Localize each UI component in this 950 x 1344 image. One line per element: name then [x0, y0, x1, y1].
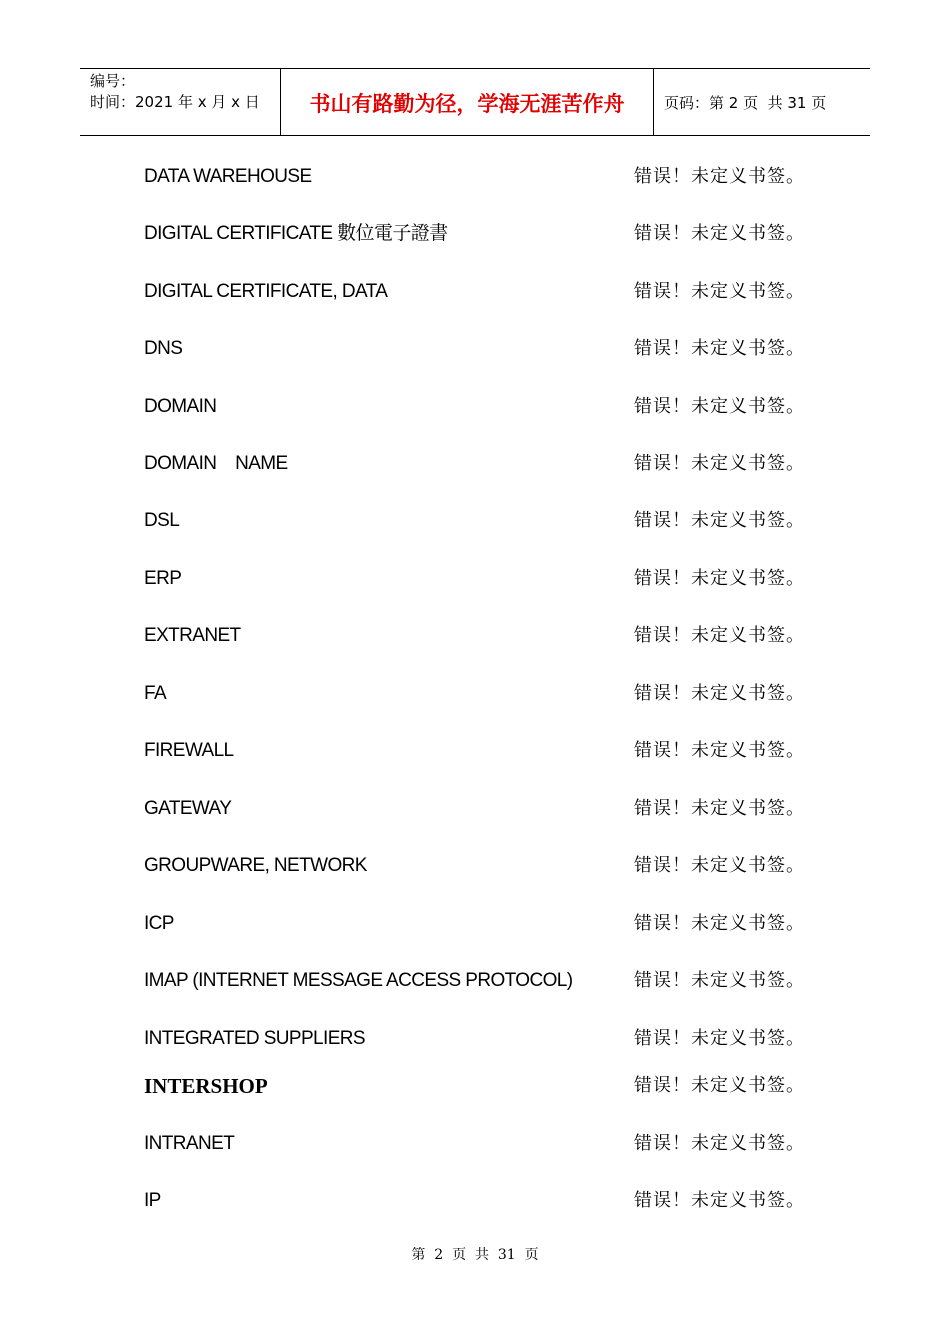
- index-entry: [0, 219, 950, 249]
- entry-term: GATEWAY: [144, 798, 232, 819]
- entry-page-ref[interactable]: 错误！未定义书签。: [634, 510, 805, 531]
- entry-term: GROUPWARE, NETWORK: [144, 855, 367, 876]
- entry-page-ref[interactable]: 错误！未定义书签。: [634, 855, 805, 876]
- entry-page-ref[interactable]: 错误！未定义书签。: [634, 740, 805, 761]
- header-page-info: 页码：第 2 页 共 31 页: [664, 93, 827, 112]
- entry-term: DNS: [144, 338, 183, 359]
- entry-page-ref[interactable]: 错误！未定义书签。: [634, 453, 805, 474]
- entry-term: DOMAIN: [144, 396, 217, 417]
- entry-term: INTRANET: [144, 1133, 235, 1154]
- entry-page-ref[interactable]: 错误！未定义书签。: [634, 1075, 805, 1096]
- entry-page-ref[interactable]: 错误！未定义书签。: [634, 798, 805, 819]
- entry-term: DSL: [144, 510, 180, 531]
- index-entry: [0, 966, 950, 996]
- entry-page-ref[interactable]: 错误！未定义书签。: [634, 970, 805, 991]
- entry-page-ref[interactable]: 错误！未定义书签。: [634, 338, 805, 359]
- index-entry: [0, 1186, 950, 1216]
- entry-term: DATA WAREHOUSE: [144, 166, 312, 187]
- index-entry: [0, 334, 950, 364]
- index-entry: [0, 621, 950, 651]
- index-entry: [0, 679, 950, 709]
- entry-term: DIGITAL CERTIFICATE, DATA: [144, 281, 388, 302]
- entry-term: IMAP (INTERNET MESSAGE ACCESS PROTOCOL): [144, 970, 573, 991]
- entry-page-ref[interactable]: 错误！未定义书签。: [634, 1190, 805, 1211]
- entry-term: EXTRANET: [144, 625, 241, 646]
- header-meta-cell: [80, 69, 281, 135]
- entry-page-ref[interactable]: 错误！未定义书签。: [634, 913, 805, 934]
- entry-page-ref[interactable]: 错误！未定义书签。: [634, 568, 805, 589]
- entry-term: ERP: [144, 568, 182, 589]
- entry-page-ref[interactable]: 错误！未定义书签。: [634, 166, 805, 187]
- page-header: [80, 68, 870, 136]
- entry-term: DIGITAL CERTIFICATE 數位電子證書: [144, 223, 448, 244]
- entry-term: DOMAIN NAME: [144, 453, 288, 474]
- index-entry: [0, 506, 950, 536]
- document-number-label: 编号：: [90, 72, 136, 90]
- index-entry: [0, 851, 950, 881]
- entry-term: ICP: [144, 913, 174, 934]
- index-entry: [0, 162, 950, 192]
- entry-page-ref[interactable]: 错误！未定义书签。: [634, 625, 805, 646]
- entry-page-ref[interactable]: 错误！未定义书签。: [634, 396, 805, 417]
- entry-term: INTERSHOP: [144, 1074, 268, 1098]
- entry-term: FIREWALL: [144, 740, 234, 761]
- index-entry: [0, 564, 950, 594]
- entry-page-ref[interactable]: 错误！未定义书签。: [634, 1133, 805, 1154]
- index-entry: [0, 909, 950, 939]
- page-footer: 第 2 页 共 31 页: [411, 1247, 539, 1263]
- header-motto: 书山有路勤为径，学海无涯苦作舟: [281, 69, 654, 135]
- entry-page-ref[interactable]: 错误！未定义书签。: [634, 1028, 805, 1049]
- entry-page-ref[interactable]: 错误！未定义书签。: [634, 281, 805, 302]
- document-date-label: 时间：2021 年 x 月 x 日: [90, 93, 260, 111]
- index-entry: [0, 736, 950, 766]
- index-entry: [0, 449, 950, 479]
- entry-term: FA: [144, 683, 167, 704]
- index-entry: [0, 1129, 950, 1159]
- index-entry: [0, 392, 950, 422]
- entry-page-ref[interactable]: 错误！未定义书签。: [634, 223, 805, 244]
- entry-term: IP: [144, 1190, 161, 1211]
- entry-page-ref[interactable]: 错误！未定义书签。: [634, 683, 805, 704]
- index-entry: [0, 1071, 950, 1101]
- header-page-cell: [654, 69, 870, 135]
- index-entry: [0, 1024, 950, 1054]
- entry-term: INTEGRATED SUPPLIERS: [144, 1028, 365, 1049]
- index-entry: [0, 794, 950, 824]
- index-entry: [0, 277, 950, 307]
